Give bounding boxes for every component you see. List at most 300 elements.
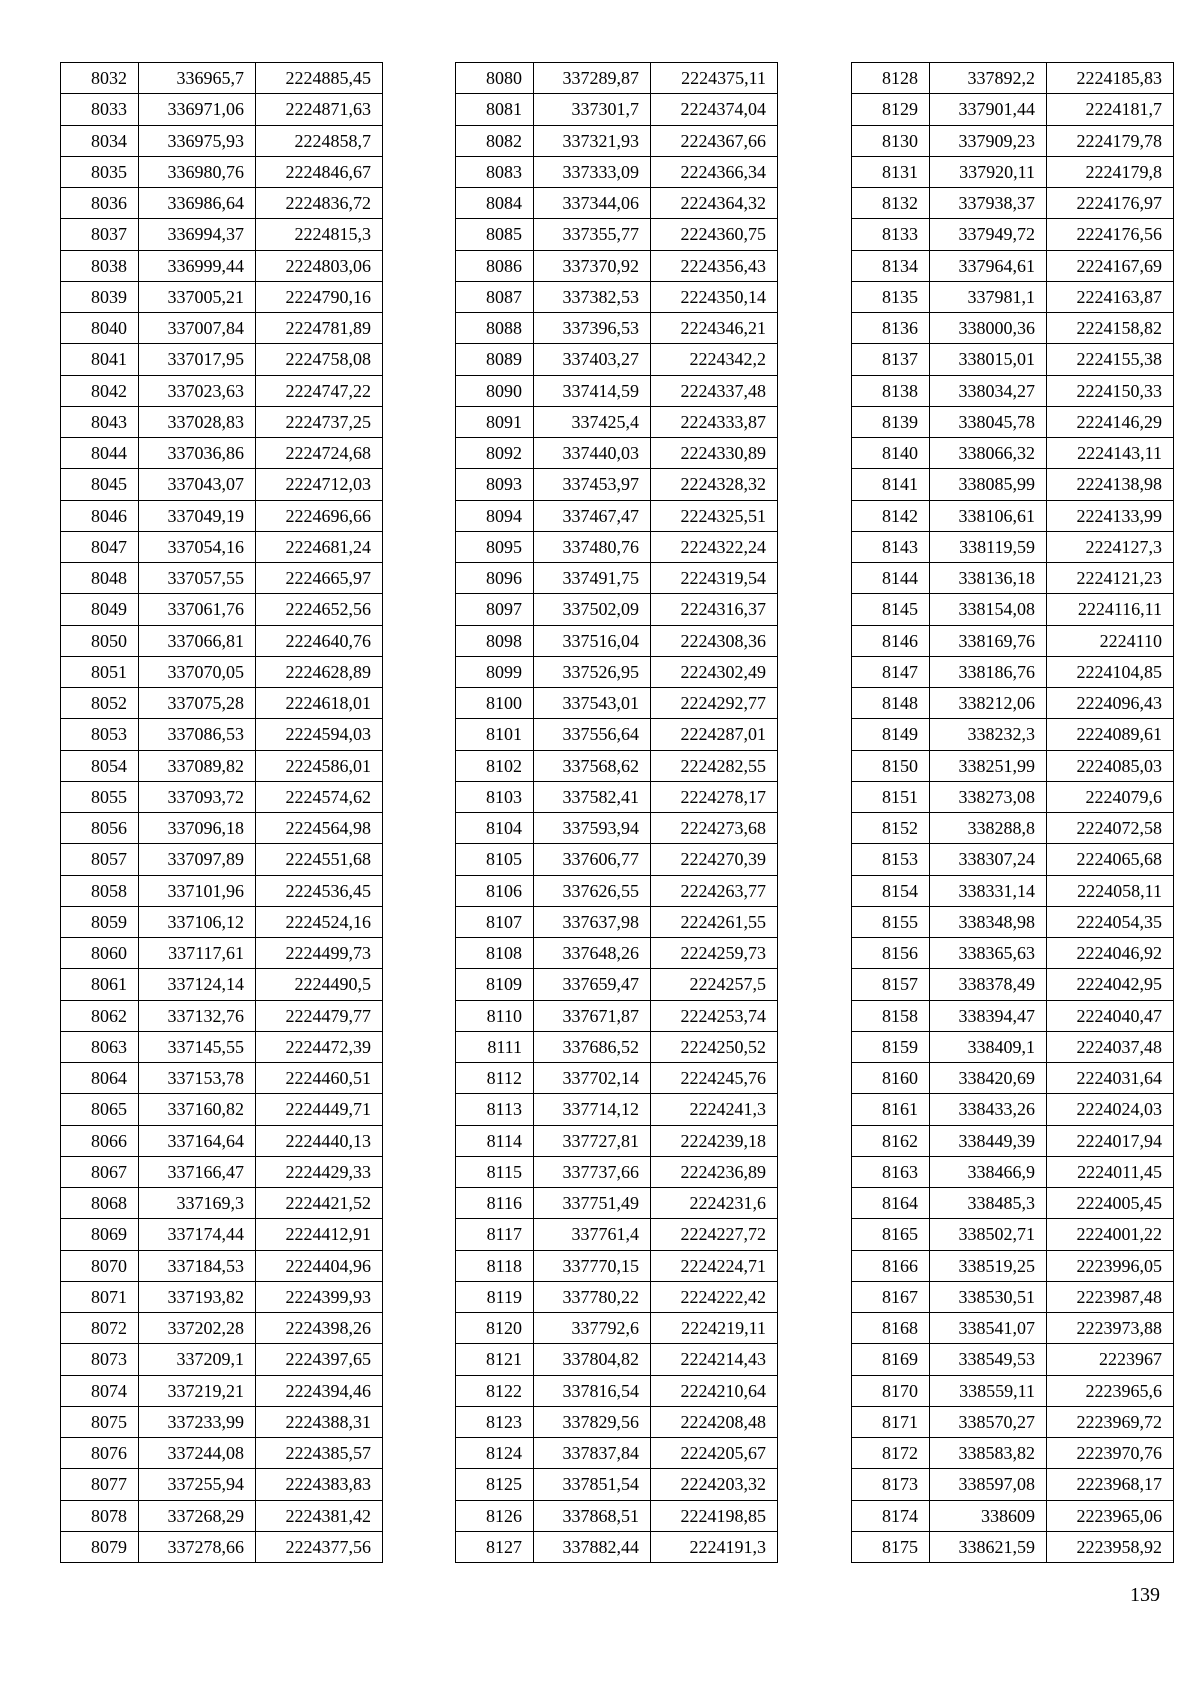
y-coordinate-cell: 2223965,06 <box>1047 1500 1174 1531</box>
x-coordinate-cell: 337166,47 <box>139 1156 256 1187</box>
table-row <box>852 1125 1174 1156</box>
y-coordinate-cell: 2224364,32 <box>651 188 778 219</box>
x-coordinate-cell: 337543,01 <box>534 688 651 719</box>
point-number-cell: 8056 <box>61 813 139 844</box>
x-coordinate-cell: 337023,63 <box>139 375 256 406</box>
table-row <box>61 656 383 687</box>
table-row <box>852 1000 1174 1031</box>
point-number-cell: 8082 <box>456 125 534 156</box>
point-number-cell: 8084 <box>456 188 534 219</box>
x-coordinate-cell: 337868,51 <box>534 1500 651 1531</box>
x-coordinate-cell: 337049,19 <box>139 500 256 531</box>
y-coordinate-cell: 2224375,11 <box>651 63 778 94</box>
point-number-cell: 8148 <box>852 688 930 719</box>
x-coordinate-cell: 338378,49 <box>930 969 1047 1000</box>
point-number-cell: 8049 <box>61 594 139 625</box>
point-number-cell: 8142 <box>852 500 930 531</box>
point-number-cell: 8071 <box>61 1281 139 1312</box>
table-row <box>456 750 778 781</box>
y-coordinate-cell: 2224747,22 <box>256 375 383 406</box>
y-coordinate-cell: 2224037,48 <box>1047 1031 1174 1062</box>
point-number-cell: 8133 <box>852 219 930 250</box>
point-number-cell: 8097 <box>456 594 534 625</box>
table-row <box>852 1219 1174 1250</box>
table-row <box>852 1375 1174 1406</box>
y-coordinate-cell: 2224065,68 <box>1047 844 1174 875</box>
point-number-cell: 8157 <box>852 969 930 1000</box>
y-coordinate-cell: 2224412,91 <box>256 1219 383 1250</box>
y-coordinate-cell: 2224085,03 <box>1047 750 1174 781</box>
point-number-cell: 8144 <box>852 563 930 594</box>
x-coordinate-cell: 338085,99 <box>930 469 1047 500</box>
table-row <box>61 1313 383 1344</box>
point-number-cell: 8065 <box>61 1094 139 1125</box>
table-row <box>61 156 383 187</box>
x-coordinate-cell: 337440,03 <box>534 438 651 469</box>
table-row <box>61 1531 383 1562</box>
table-row <box>456 281 778 312</box>
point-number-cell: 8166 <box>852 1250 930 1281</box>
x-coordinate-cell: 338034,27 <box>930 375 1047 406</box>
table-row <box>852 563 1174 594</box>
table-row <box>456 94 778 125</box>
point-number-cell: 8156 <box>852 938 930 969</box>
point-number-cell: 8172 <box>852 1438 930 1469</box>
table-row <box>852 406 1174 437</box>
y-coordinate-cell: 2224551,68 <box>256 844 383 875</box>
table-row <box>852 1094 1174 1125</box>
y-coordinate-cell: 2224337,48 <box>651 375 778 406</box>
x-coordinate-cell: 336994,37 <box>139 219 256 250</box>
point-number-cell: 8143 <box>852 531 930 562</box>
table-row <box>852 63 1174 94</box>
y-coordinate-cell: 2224259,73 <box>651 938 778 969</box>
table-row <box>61 1281 383 1312</box>
point-number-cell: 8095 <box>456 531 534 562</box>
y-coordinate-cell: 2223987,48 <box>1047 1281 1174 1312</box>
x-coordinate-cell: 337792,6 <box>534 1313 651 1344</box>
point-number-cell: 8035 <box>61 156 139 187</box>
x-coordinate-cell: 337344,06 <box>534 188 651 219</box>
point-number-cell: 8087 <box>456 281 534 312</box>
y-coordinate-cell: 2224781,89 <box>256 313 383 344</box>
x-coordinate-cell: 337370,92 <box>534 250 651 281</box>
table-row <box>852 1188 1174 1219</box>
x-coordinate-cell: 337938,37 <box>930 188 1047 219</box>
x-coordinate-cell: 337089,82 <box>139 750 256 781</box>
x-coordinate-cell: 337751,49 <box>534 1188 651 1219</box>
point-number-cell: 8110 <box>456 1000 534 1031</box>
point-number-cell: 8086 <box>456 250 534 281</box>
x-coordinate-cell: 337467,47 <box>534 500 651 531</box>
x-coordinate-cell: 337526,95 <box>534 656 651 687</box>
x-coordinate-cell: 336975,93 <box>139 125 256 156</box>
x-coordinate-cell: 337333,09 <box>534 156 651 187</box>
point-number-cell: 8127 <box>456 1531 534 1562</box>
point-number-cell: 8052 <box>61 688 139 719</box>
y-coordinate-cell: 2223996,05 <box>1047 1250 1174 1281</box>
table-row <box>456 313 778 344</box>
y-coordinate-cell: 2224257,5 <box>651 969 778 1000</box>
table-row <box>61 281 383 312</box>
y-coordinate-cell: 2224146,29 <box>1047 406 1174 437</box>
y-coordinate-cell: 2224429,33 <box>256 1156 383 1187</box>
y-coordinate-cell: 2224397,65 <box>256 1344 383 1375</box>
y-coordinate-cell: 2224096,43 <box>1047 688 1174 719</box>
y-coordinate-cell: 2224385,57 <box>256 1438 383 1469</box>
point-number-cell: 8107 <box>456 906 534 937</box>
x-coordinate-cell: 337043,07 <box>139 469 256 500</box>
table-row <box>61 94 383 125</box>
point-number-cell: 8032 <box>61 63 139 94</box>
table-row <box>61 625 383 656</box>
point-number-cell: 8093 <box>456 469 534 500</box>
table-row <box>852 844 1174 875</box>
x-coordinate-cell: 337761,4 <box>534 1219 651 1250</box>
y-coordinate-cell: 2224328,32 <box>651 469 778 500</box>
table-row <box>61 406 383 437</box>
table-row <box>456 1375 778 1406</box>
x-coordinate-cell: 338597,08 <box>930 1469 1047 1500</box>
table-row <box>456 1125 778 1156</box>
x-coordinate-cell: 338045,78 <box>930 406 1047 437</box>
point-number-cell: 8044 <box>61 438 139 469</box>
y-coordinate-cell: 2224227,72 <box>651 1219 778 1250</box>
point-number-cell: 8085 <box>456 219 534 250</box>
y-coordinate-cell: 2224628,89 <box>256 656 383 687</box>
y-coordinate-cell: 2224564,98 <box>256 813 383 844</box>
point-number-cell: 8079 <box>61 1531 139 1562</box>
x-coordinate-cell: 337097,89 <box>139 844 256 875</box>
table-row <box>852 750 1174 781</box>
point-number-cell: 8169 <box>852 1344 930 1375</box>
x-coordinate-cell: 337626,55 <box>534 875 651 906</box>
point-number-cell: 8043 <box>61 406 139 437</box>
point-number-cell: 8045 <box>61 469 139 500</box>
y-coordinate-cell: 2224011,45 <box>1047 1156 1174 1187</box>
point-number-cell: 8067 <box>61 1156 139 1187</box>
x-coordinate-cell: 337909,23 <box>930 125 1047 156</box>
y-coordinate-cell: 2224594,03 <box>256 719 383 750</box>
table-row <box>456 625 778 656</box>
y-coordinate-cell: 2224374,04 <box>651 94 778 125</box>
point-number-cell: 8094 <box>456 500 534 531</box>
table-row <box>852 1469 1174 1500</box>
table-row <box>61 63 383 94</box>
coordinate-table-body <box>852 63 1174 1563</box>
y-coordinate-cell: 2223970,76 <box>1047 1438 1174 1469</box>
y-coordinate-cell: 2224618,01 <box>256 688 383 719</box>
y-coordinate-cell: 2224665,97 <box>256 563 383 594</box>
table-row <box>852 188 1174 219</box>
x-coordinate-cell: 337851,54 <box>534 1469 651 1500</box>
y-coordinate-cell: 2224208,48 <box>651 1406 778 1437</box>
point-number-cell: 8160 <box>852 1063 930 1094</box>
x-coordinate-cell: 337593,94 <box>534 813 651 844</box>
point-number-cell: 8141 <box>852 469 930 500</box>
x-coordinate-cell: 337117,61 <box>139 938 256 969</box>
y-coordinate-cell: 2224017,94 <box>1047 1125 1174 1156</box>
x-coordinate-cell: 337582,41 <box>534 781 651 812</box>
point-number-cell: 8147 <box>852 656 930 687</box>
y-coordinate-cell: 2224292,77 <box>651 688 778 719</box>
point-number-cell: 8057 <box>61 844 139 875</box>
y-coordinate-cell: 2224179,78 <box>1047 125 1174 156</box>
table-row <box>852 1063 1174 1094</box>
x-coordinate-cell: 337780,22 <box>534 1281 651 1312</box>
y-coordinate-cell: 2224181,7 <box>1047 94 1174 125</box>
table-row <box>456 656 778 687</box>
x-coordinate-cell: 337837,84 <box>534 1438 651 1469</box>
point-number-cell: 8064 <box>61 1063 139 1094</box>
x-coordinate-cell: 336986,64 <box>139 188 256 219</box>
x-coordinate-cell: 337901,44 <box>930 94 1047 125</box>
x-coordinate-cell: 337219,21 <box>139 1375 256 1406</box>
x-coordinate-cell: 337502,09 <box>534 594 651 625</box>
point-number-cell: 8089 <box>456 344 534 375</box>
y-coordinate-cell: 2224366,34 <box>651 156 778 187</box>
x-coordinate-cell: 337193,82 <box>139 1281 256 1312</box>
point-number-cell: 8075 <box>61 1406 139 1437</box>
y-coordinate-cell: 2224758,08 <box>256 344 383 375</box>
coordinate-table-1 <box>60 62 383 1563</box>
point-number-cell: 8039 <box>61 281 139 312</box>
table-row <box>61 844 383 875</box>
table-row <box>61 438 383 469</box>
x-coordinate-cell: 338466,9 <box>930 1156 1047 1187</box>
y-coordinate-cell: 2223969,72 <box>1047 1406 1174 1437</box>
table-row <box>852 938 1174 969</box>
table-row <box>61 188 383 219</box>
y-coordinate-cell: 2224460,51 <box>256 1063 383 1094</box>
y-coordinate-cell: 2224042,95 <box>1047 969 1174 1000</box>
x-coordinate-cell: 337101,96 <box>139 875 256 906</box>
y-coordinate-cell: 2224383,83 <box>256 1469 383 1500</box>
y-coordinate-cell: 2224163,87 <box>1047 281 1174 312</box>
table-row <box>61 1375 383 1406</box>
point-number-cell: 8116 <box>456 1188 534 1219</box>
x-coordinate-cell: 337727,81 <box>534 1125 651 1156</box>
table-row <box>852 813 1174 844</box>
table-row <box>852 1031 1174 1062</box>
page-number: 139 <box>1130 1584 1160 1606</box>
point-number-cell: 8091 <box>456 406 534 437</box>
x-coordinate-cell: 337637,98 <box>534 906 651 937</box>
x-coordinate-cell: 337160,82 <box>139 1094 256 1125</box>
table-row <box>456 594 778 625</box>
coordinate-table-2 <box>455 62 778 1563</box>
y-coordinate-cell: 2224210,64 <box>651 1375 778 1406</box>
x-coordinate-cell: 336980,76 <box>139 156 256 187</box>
point-number-cell: 8112 <box>456 1063 534 1094</box>
table-row <box>456 438 778 469</box>
table-row <box>456 719 778 750</box>
x-coordinate-cell: 337124,14 <box>139 969 256 1000</box>
table-row <box>852 531 1174 562</box>
point-number-cell: 8155 <box>852 906 930 937</box>
y-coordinate-cell: 2224054,35 <box>1047 906 1174 937</box>
y-coordinate-cell: 2224203,32 <box>651 1469 778 1500</box>
x-coordinate-cell: 337920,11 <box>930 156 1047 187</box>
y-coordinate-cell: 2223967 <box>1047 1344 1174 1375</box>
x-coordinate-cell: 338394,47 <box>930 1000 1047 1031</box>
x-coordinate-cell: 338331,14 <box>930 875 1047 906</box>
point-number-cell: 8137 <box>852 344 930 375</box>
y-coordinate-cell: 2224278,17 <box>651 781 778 812</box>
point-number-cell: 8131 <box>852 156 930 187</box>
table-row <box>456 1156 778 1187</box>
point-number-cell: 8170 <box>852 1375 930 1406</box>
y-coordinate-cell: 2224737,25 <box>256 406 383 437</box>
point-number-cell: 8105 <box>456 844 534 875</box>
y-coordinate-cell: 2223968,17 <box>1047 1469 1174 1500</box>
x-coordinate-cell: 337403,27 <box>534 344 651 375</box>
y-coordinate-cell: 2224253,74 <box>651 1000 778 1031</box>
point-number-cell: 8036 <box>61 188 139 219</box>
y-coordinate-cell: 2224325,51 <box>651 500 778 531</box>
x-coordinate-cell: 337061,76 <box>139 594 256 625</box>
x-coordinate-cell: 337278,66 <box>139 1531 256 1562</box>
x-coordinate-cell: 337233,99 <box>139 1406 256 1437</box>
point-number-cell: 8074 <box>61 1375 139 1406</box>
x-coordinate-cell: 337017,95 <box>139 344 256 375</box>
table-row <box>852 781 1174 812</box>
table-row <box>456 1063 778 1094</box>
point-number-cell: 8173 <box>852 1469 930 1500</box>
x-coordinate-cell: 337005,21 <box>139 281 256 312</box>
table-row <box>61 250 383 281</box>
y-coordinate-cell: 2224270,39 <box>651 844 778 875</box>
table-row <box>61 1188 383 1219</box>
coordinate-table-body <box>61 63 383 1563</box>
x-coordinate-cell: 338066,32 <box>930 438 1047 469</box>
y-coordinate-cell: 2224404,96 <box>256 1250 383 1281</box>
coordinate-table-3 <box>851 62 1174 1563</box>
table-row <box>61 1000 383 1031</box>
table-row <box>456 906 778 937</box>
table-row <box>61 469 383 500</box>
table-row <box>852 94 1174 125</box>
y-coordinate-cell: 2224524,16 <box>256 906 383 937</box>
point-number-cell: 8100 <box>456 688 534 719</box>
point-number-cell: 8078 <box>61 1500 139 1531</box>
table-row <box>852 281 1174 312</box>
point-number-cell: 8152 <box>852 813 930 844</box>
y-coordinate-cell: 2224836,72 <box>256 188 383 219</box>
x-coordinate-cell: 337145,55 <box>139 1031 256 1062</box>
x-coordinate-cell: 337949,72 <box>930 219 1047 250</box>
point-number-cell: 8063 <box>61 1031 139 1062</box>
point-number-cell: 8038 <box>61 250 139 281</box>
coordinate-table-body <box>456 63 778 1563</box>
point-number-cell: 8165 <box>852 1219 930 1250</box>
x-coordinate-cell: 337054,16 <box>139 531 256 562</box>
x-coordinate-cell: 338232,3 <box>930 719 1047 750</box>
point-number-cell: 8140 <box>852 438 930 469</box>
x-coordinate-cell: 337556,64 <box>534 719 651 750</box>
point-number-cell: 8058 <box>61 875 139 906</box>
table-row <box>852 688 1174 719</box>
x-coordinate-cell: 337132,76 <box>139 1000 256 1031</box>
point-number-cell: 8111 <box>456 1031 534 1062</box>
table-row <box>852 1313 1174 1344</box>
point-number-cell: 8149 <box>852 719 930 750</box>
y-coordinate-cell: 2224681,24 <box>256 531 383 562</box>
point-number-cell: 8164 <box>852 1188 930 1219</box>
table-row <box>852 875 1174 906</box>
table-row <box>61 938 383 969</box>
x-coordinate-cell: 337106,12 <box>139 906 256 937</box>
y-coordinate-cell: 2224316,37 <box>651 594 778 625</box>
point-number-cell: 8069 <box>61 1219 139 1250</box>
table-row <box>61 813 383 844</box>
table-row <box>456 1031 778 1062</box>
y-coordinate-cell: 2224536,45 <box>256 875 383 906</box>
point-number-cell: 8129 <box>852 94 930 125</box>
table-row <box>852 1250 1174 1281</box>
y-coordinate-cell: 2224815,3 <box>256 219 383 250</box>
x-coordinate-cell: 337164,64 <box>139 1125 256 1156</box>
x-coordinate-cell: 338119,59 <box>930 531 1047 562</box>
table-row <box>852 156 1174 187</box>
y-coordinate-cell: 2224399,93 <box>256 1281 383 1312</box>
table-row <box>852 500 1174 531</box>
point-number-cell: 8126 <box>456 1500 534 1531</box>
y-coordinate-cell: 2224245,76 <box>651 1063 778 1094</box>
x-coordinate-cell: 337804,82 <box>534 1344 651 1375</box>
table-row <box>61 313 383 344</box>
y-coordinate-cell: 2224479,77 <box>256 1000 383 1031</box>
point-number-cell: 8080 <box>456 63 534 94</box>
point-number-cell: 8099 <box>456 656 534 687</box>
point-number-cell: 8051 <box>61 656 139 687</box>
x-coordinate-cell: 337396,53 <box>534 313 651 344</box>
table-row <box>61 1500 383 1531</box>
y-coordinate-cell: 2224121,23 <box>1047 563 1174 594</box>
table-row <box>456 406 778 437</box>
point-number-cell: 8047 <box>61 531 139 562</box>
table-row <box>456 1469 778 1500</box>
x-coordinate-cell: 338307,24 <box>930 844 1047 875</box>
point-number-cell: 8072 <box>61 1313 139 1344</box>
table-row <box>456 1438 778 1469</box>
y-coordinate-cell: 2224398,26 <box>256 1313 383 1344</box>
point-number-cell: 8128 <box>852 63 930 94</box>
table-row <box>852 344 1174 375</box>
x-coordinate-cell: 337737,66 <box>534 1156 651 1187</box>
y-coordinate-cell: 2224185,83 <box>1047 63 1174 94</box>
table-row <box>61 688 383 719</box>
table-row <box>456 1094 778 1125</box>
table-row <box>61 1469 383 1500</box>
y-coordinate-cell: 2224116,11 <box>1047 594 1174 625</box>
y-coordinate-cell: 2224179,8 <box>1047 156 1174 187</box>
x-coordinate-cell: 338212,06 <box>930 688 1047 719</box>
y-coordinate-cell: 2224346,21 <box>651 313 778 344</box>
point-number-cell: 8162 <box>852 1125 930 1156</box>
point-number-cell: 8060 <box>61 938 139 969</box>
table-row <box>852 469 1174 500</box>
x-coordinate-cell: 338541,07 <box>930 1313 1047 1344</box>
point-number-cell: 8098 <box>456 625 534 656</box>
y-coordinate-cell: 2224239,18 <box>651 1125 778 1156</box>
table-row <box>852 1344 1174 1375</box>
table-row <box>61 563 383 594</box>
point-number-cell: 8124 <box>456 1438 534 1469</box>
table-row <box>456 219 778 250</box>
table-row <box>852 313 1174 344</box>
point-number-cell: 8088 <box>456 313 534 344</box>
